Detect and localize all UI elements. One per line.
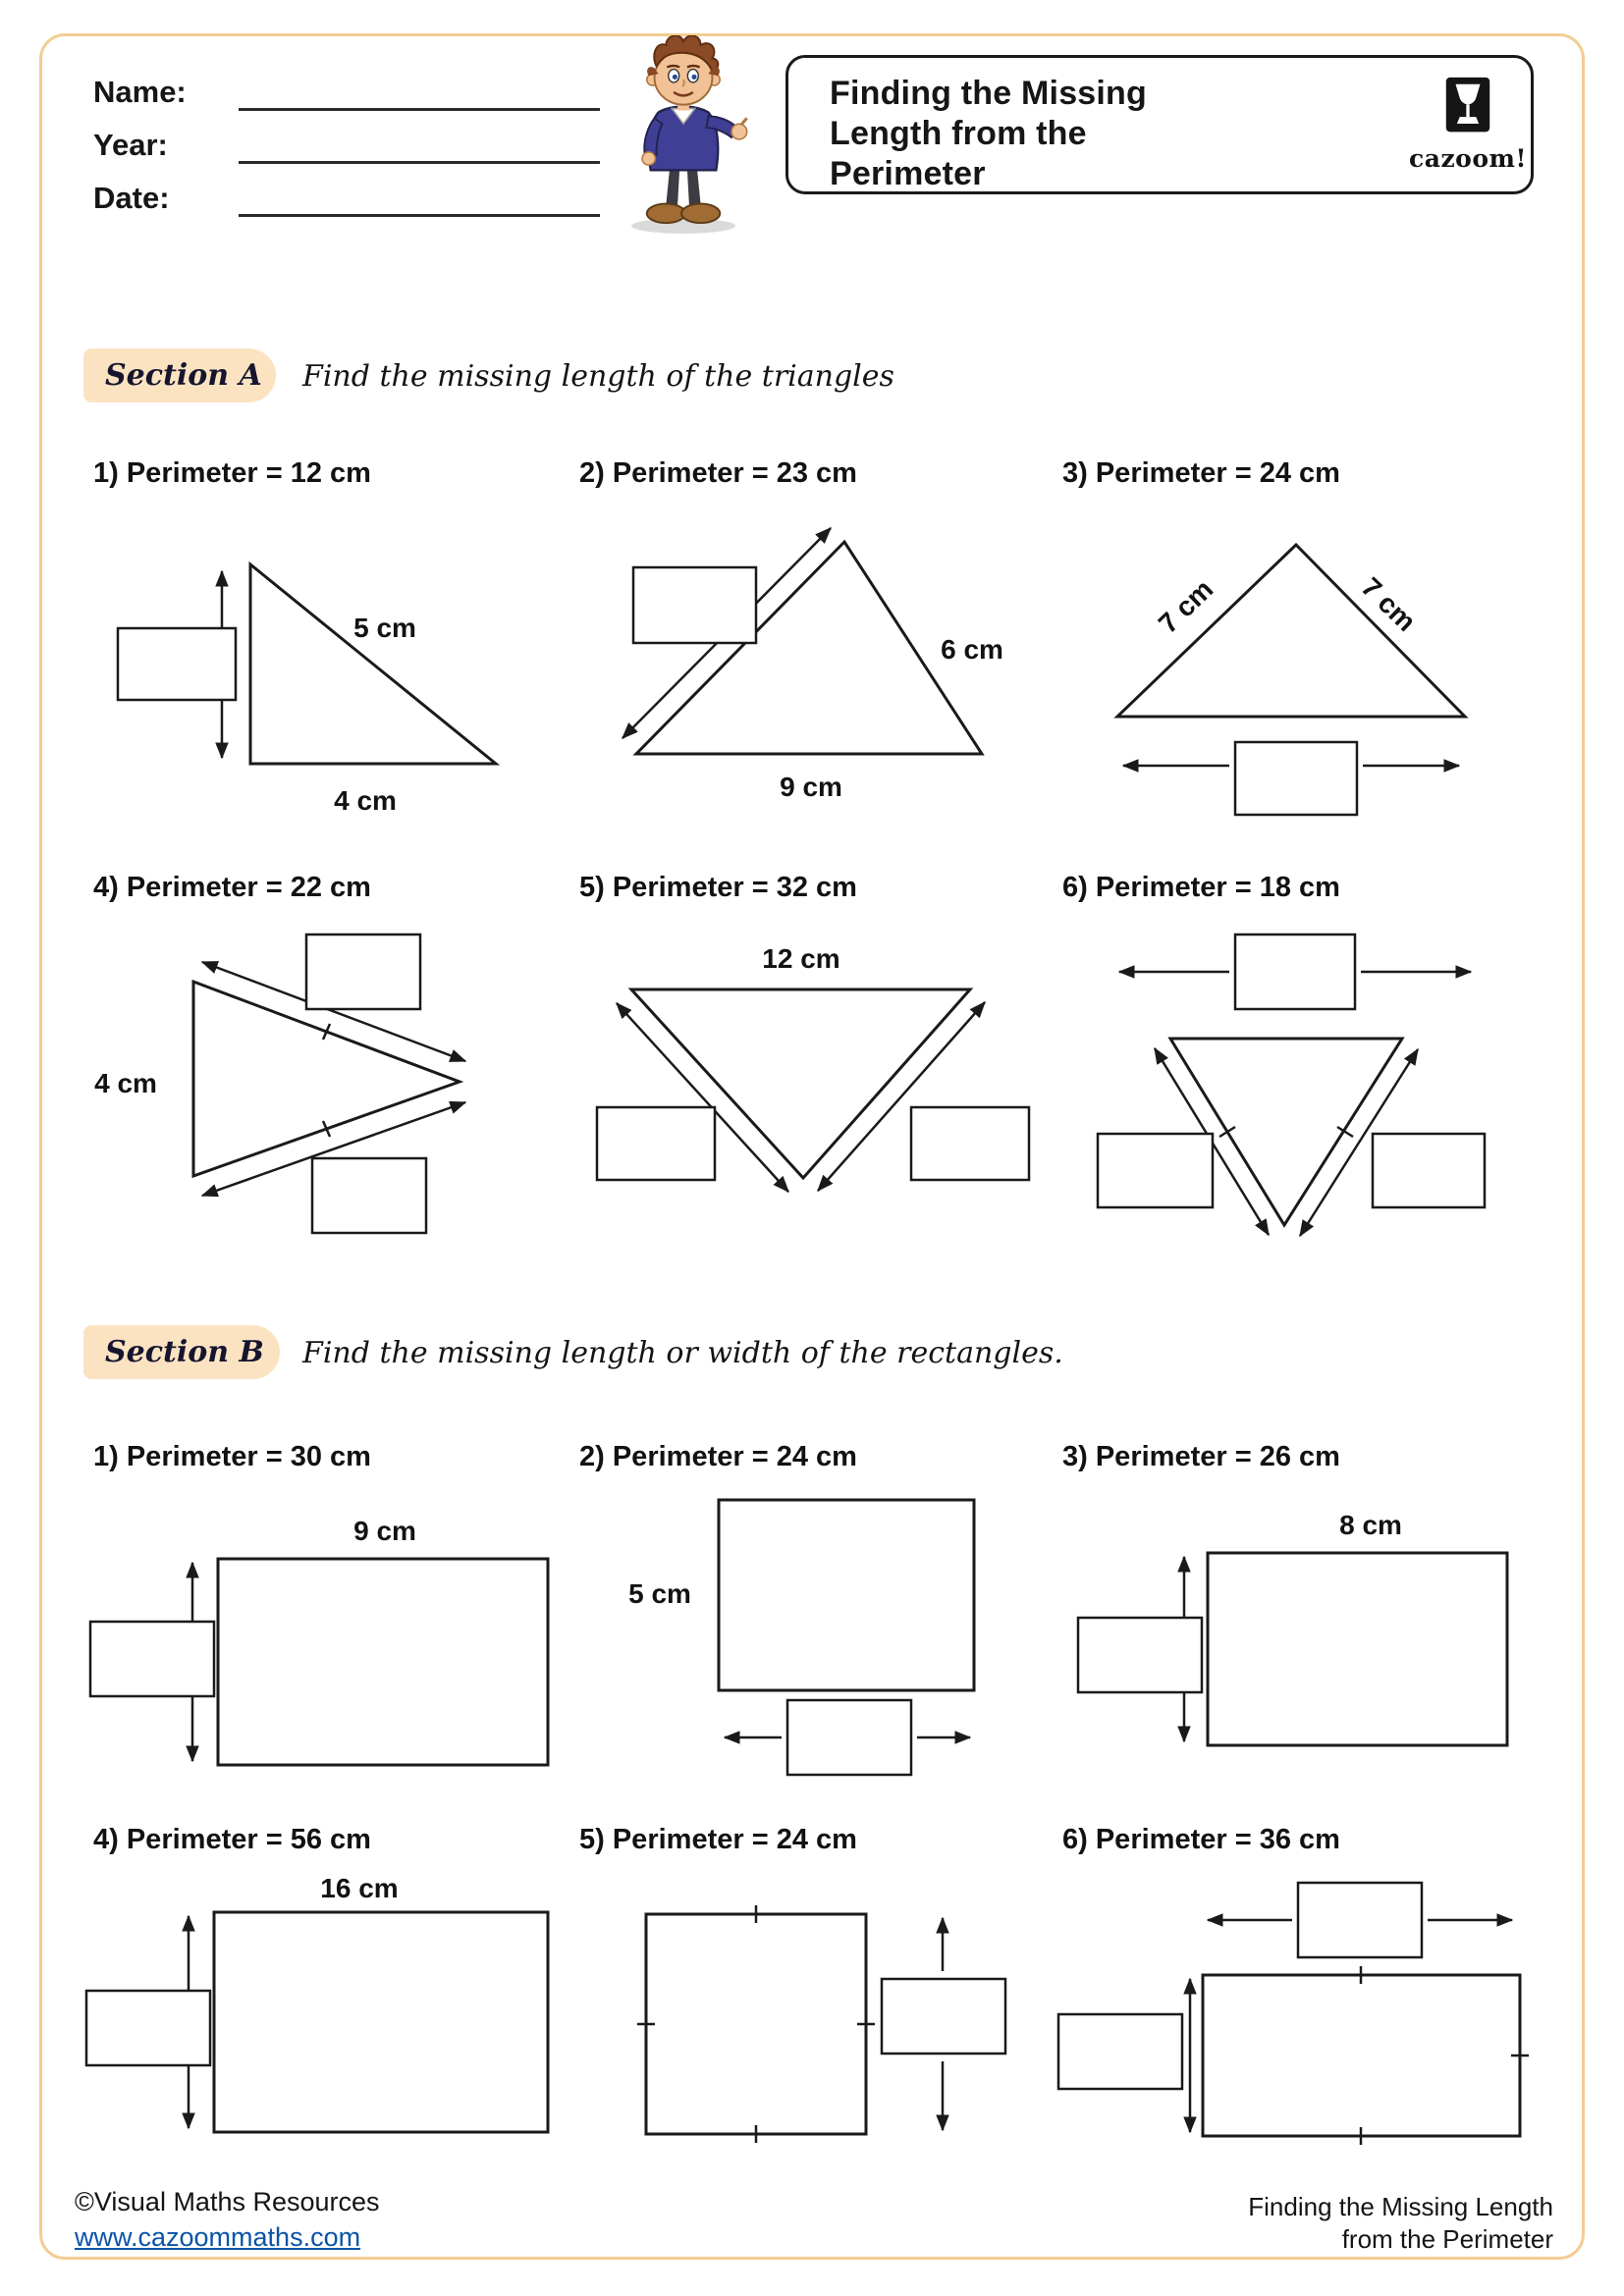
answer-box-right[interactable] — [1373, 1134, 1485, 1207]
figure-b3-rectangle — [1078, 1553, 1507, 1745]
year-label: Year: — [93, 128, 168, 162]
answer-box-top[interactable] — [1298, 1883, 1422, 1957]
problem-a1-label: 1) Perimeter = 12 cm — [93, 457, 371, 489]
figure-a6-triangle — [1098, 934, 1485, 1236]
figure-b2-rectangle — [719, 1500, 974, 1775]
year-input-line[interactable] — [239, 161, 600, 164]
answer-box[interactable] — [86, 1991, 210, 2065]
problem-b6-label: 6) Perimeter = 36 cm — [1062, 1824, 1340, 1855]
answer-box-right[interactable] — [911, 1107, 1029, 1180]
figure-b4-rectangle — [86, 1912, 548, 2132]
section-a-instruction: Find the missing length of the triangles — [302, 359, 894, 394]
date-label: Date: — [93, 181, 170, 215]
section-b-pill — [83, 1325, 280, 1379]
answer-box[interactable] — [90, 1622, 214, 1696]
cartoon-boy-illustration — [587, 35, 780, 236]
answer-box-left[interactable] — [1098, 1134, 1213, 1207]
measurement-b1-length: 9 cm — [353, 1516, 416, 1546]
title-line-2: Length from the — [830, 115, 1087, 152]
answer-box[interactable] — [118, 628, 236, 700]
figure-b6-rectangle — [1058, 1883, 1529, 2145]
problem-a5-label: 5) Perimeter = 32 cm — [579, 872, 857, 903]
problem-a4-label: 4) Perimeter = 22 cm — [93, 872, 371, 903]
square-outline — [646, 1914, 866, 2134]
cazoom-logo-icon — [1443, 77, 1492, 135]
measurement-a1-hypotenuse: 5 cm — [353, 613, 416, 643]
measurement-b3-length: 8 cm — [1339, 1510, 1402, 1540]
problem-b3-label: 3) Perimeter = 26 cm — [1062, 1441, 1340, 1472]
answer-box-left[interactable] — [1058, 2014, 1182, 2089]
cazoom-website-link[interactable]: www.cazoommaths.com — [75, 2222, 361, 2252]
rectangle-outline — [214, 1912, 548, 2132]
problem-b2-label: 2) Perimeter = 24 cm — [579, 1441, 857, 1472]
figure-b5-square — [637, 1905, 1005, 2143]
rectangle-outline — [1208, 1553, 1507, 1745]
problem-b4-label: 4) Perimeter = 56 cm — [93, 1824, 371, 1855]
figure-a5-triangle — [597, 989, 1029, 1192]
cazoom-logo — [1406, 77, 1530, 173]
measurement-a3-left-side: 7 cm — [1152, 573, 1219, 639]
measurement-a5-top-side: 12 cm — [762, 943, 840, 974]
problem-a6-label: 6) Perimeter = 18 cm — [1062, 872, 1340, 903]
section-a-pill — [83, 348, 276, 402]
figure-a3-triangle — [1117, 545, 1465, 815]
name-input-line[interactable] — [239, 108, 600, 111]
answer-box-bottom[interactable] — [312, 1158, 426, 1233]
measurement-b4-length: 16 cm — [320, 1873, 399, 1903]
answer-box-top[interactable] — [306, 934, 420, 1009]
rectangle-outline — [1203, 1975, 1520, 2136]
measurement-a2-base: 9 cm — [780, 772, 842, 802]
title-line-3: Perimeter — [830, 155, 986, 192]
figure-a1-triangle — [118, 564, 496, 764]
answer-box[interactable] — [633, 567, 756, 643]
name-label: Name: — [93, 75, 187, 109]
cazoom-logo-text: cazoom! — [1409, 144, 1527, 173]
triangle-outline — [193, 982, 460, 1176]
copyright-text: ©Visual Maths Resources — [75, 2187, 380, 2216]
footer-doc-title-line2: from the Perimeter — [1341, 2224, 1553, 2254]
section-a-label: Section A — [105, 358, 262, 393]
measurement-a2-side: 6 cm — [941, 634, 1003, 665]
triangle-outline — [250, 564, 496, 764]
measurement-b2-width: 5 cm — [628, 1578, 691, 1609]
figure-a2-triangle — [623, 528, 982, 754]
problem-b5-label: 5) Perimeter = 24 cm — [579, 1824, 857, 1855]
answer-box[interactable] — [1235, 742, 1357, 815]
title-line-1: Finding the Missing — [830, 75, 1147, 112]
figure-a4-triangle — [193, 934, 465, 1233]
footer-doc-title-line1: Finding the Missing Length — [1248, 2192, 1553, 2221]
answer-box[interactable] — [1078, 1618, 1202, 1692]
answer-box-left[interactable] — [597, 1107, 715, 1180]
answer-box[interactable] — [882, 1979, 1005, 2054]
measurement-a3-right-side: 7 cm — [1355, 571, 1423, 637]
measurement-a1-base: 4 cm — [334, 785, 397, 816]
problem-a2-label: 2) Perimeter = 23 cm — [579, 457, 857, 489]
problem-a3-label: 3) Perimeter = 24 cm — [1062, 457, 1340, 489]
worksheet-title — [830, 74, 1147, 194]
section-b-instruction: Find the missing length or width of the rectangles. — [302, 1336, 1063, 1370]
rectangle-outline — [719, 1500, 974, 1690]
footer-doc-title — [1248, 2191, 1553, 2256]
tick-mark — [1219, 1127, 1235, 1137]
date-input-line[interactable] — [239, 214, 600, 217]
answer-box-top[interactable] — [1235, 934, 1355, 1009]
section-b-label: Section B — [105, 1335, 264, 1369]
measurement-a4-left-side: 4 cm — [94, 1068, 157, 1098]
rectangle-outline — [218, 1559, 548, 1765]
problem-b1-label: 1) Perimeter = 30 cm — [93, 1441, 371, 1472]
figure-b1-rectangle — [90, 1559, 548, 1765]
answer-box[interactable] — [787, 1700, 911, 1775]
